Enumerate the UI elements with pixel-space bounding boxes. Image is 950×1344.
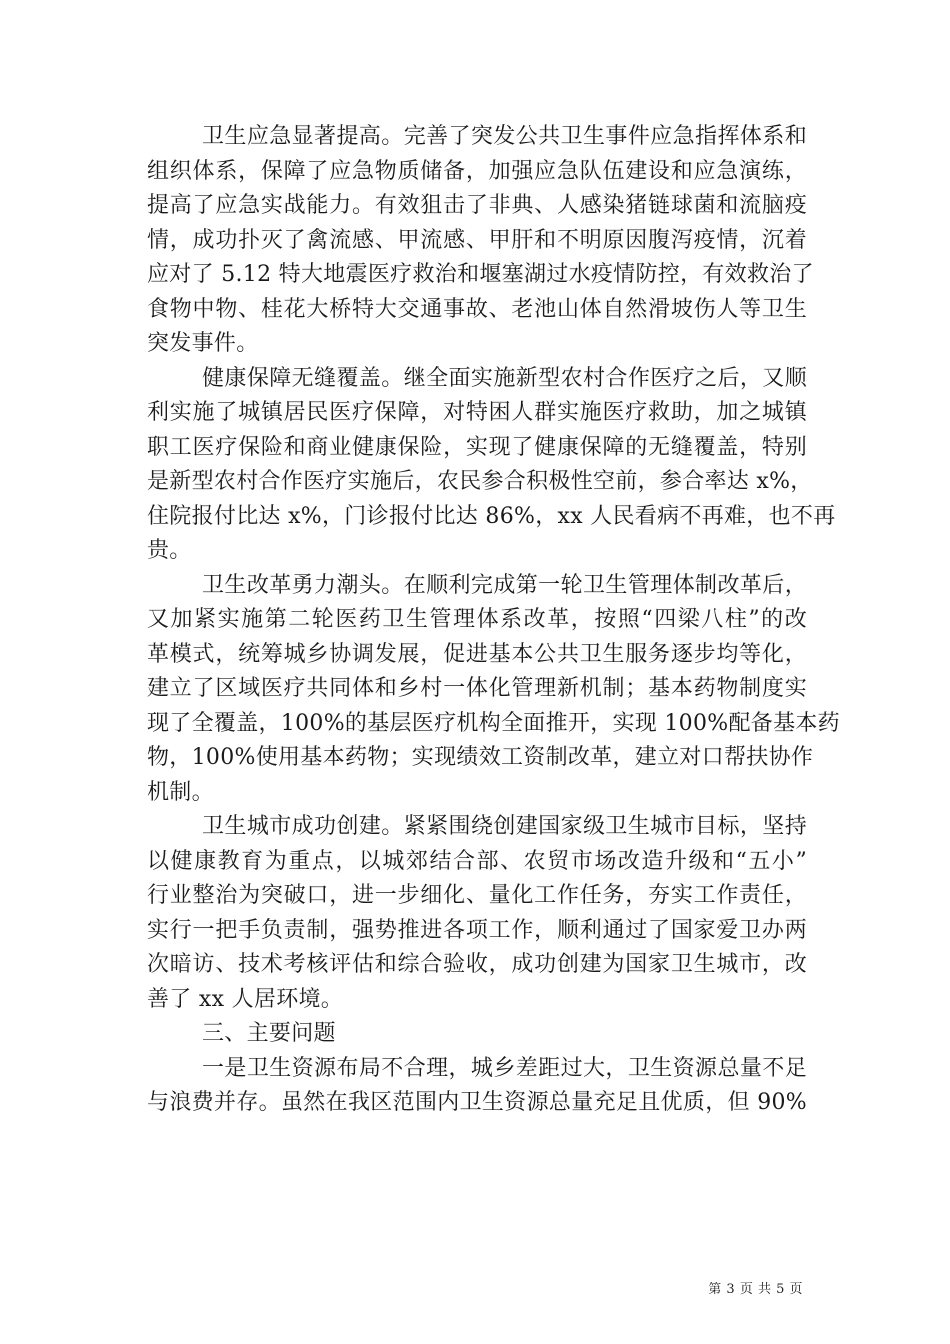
text-line: 次暗访、技术考核评估和综合验收，成功创建为国家卫生城市，改 (147, 952, 807, 977)
text-line: 卫生应急显著提高。完善了突发公共卫生事件应急指挥体系和 (202, 124, 807, 149)
text-line: 是新型农村合作医疗实施后，农民参合积极性空前，参合率达 x%， (147, 469, 813, 494)
paragraph (147, 569, 840, 811)
text-line: 应对了 5.12 特大地震医疗救治和堰塞湖过水疫情防控，有效救治了 (147, 262, 814, 287)
text-line: 行业整治为突破口，进一步细化、量化工作任务，夯实工作责任， (147, 883, 807, 908)
text-line: 机制。 (147, 779, 214, 805)
paragraph (147, 810, 807, 1017)
text-line: 情，成功扑灭了禽流感、甲流感、甲肝和不明原因腹泻疫情，沉着 (147, 227, 807, 253)
text-line: 三、主要问题 (202, 1021, 336, 1046)
text-line: 以健康教育为重点，以城郊结合部、农贸市场改造升级和“五小” (147, 848, 807, 874)
text-line: 善了 xx 人居环境。 (147, 986, 344, 1012)
text-line: 住院报付比达 x%，门诊报付比达 86%，xx 人民看病不再难，也不再 (147, 503, 836, 529)
text-line: 健康保障无缝覆盖。继全面实施新型农村合作医疗之后，又顺 (202, 365, 807, 391)
text-line: 现了全覆盖，100%的基层医疗机构全面推开，实现 100%配备基本药 (147, 710, 840, 736)
text-line: 实行一把手负责制，强势推进各项工作，顺利通过了国家爱卫办两 (147, 917, 807, 943)
paragraph (147, 120, 814, 362)
text-line: 食物中物、桂花大桥特大交通事故、老池山体自然滑坡伤人等卫生 (147, 296, 807, 322)
text-line: 又加紧实施第二轮医药卫生管理体系改革，按照“四梁八柱”的改 (147, 607, 807, 632)
text-line: 与浪费并存。虽然在我区范围内卫生资源总量充足且优质，但 90% (147, 1090, 807, 1115)
page-number-footer: 第 3 页 共 5 页 (708, 1282, 803, 1297)
text-line: 职工医疗保险和商业健康保险，实现了健康保障的无缝覆盖，特别 (147, 434, 807, 460)
paragraph (147, 1052, 807, 1121)
text-line: 物，100%使用基本药物；实现绩效工资制改革，建立对口帮扶协作 (147, 745, 814, 770)
paragraph (147, 1017, 807, 1052)
text-line: 建立了区域医疗共同体和乡村一体化管理新机制；基本药物制度实 (147, 676, 807, 701)
text-line: 一是卫生资源布局不合理，城乡差距过大，卫生资源总量不足 (202, 1055, 807, 1081)
document-body (147, 120, 840, 1121)
text-line: 贵。 (147, 538, 192, 563)
text-line: 突发事件。 (147, 331, 259, 356)
text-line: 组织体系，保障了应急物质储备，加强应急队伍建设和应急演练， (147, 158, 807, 184)
text-line: 卫生城市成功创建。紧紧围绕创建国家级卫生城市目标，坚持 (202, 814, 807, 839)
text-line: 利实施了城镇居民医疗保障，对特困人群实施医疗救助，加之城镇 (147, 400, 807, 425)
text-line: 卫生改革勇力潮头。在顺利完成第一轮卫生管理体制改革后， (202, 572, 807, 598)
text-line: 革模式，统筹城乡协调发展，促进基本公共卫生服务逐步均等化， (147, 641, 807, 667)
text-line: 提高了应急实战能力。有效狙击了非典、人感染猪链球菌和流脑疫 (147, 193, 807, 218)
paragraph (147, 362, 836, 569)
